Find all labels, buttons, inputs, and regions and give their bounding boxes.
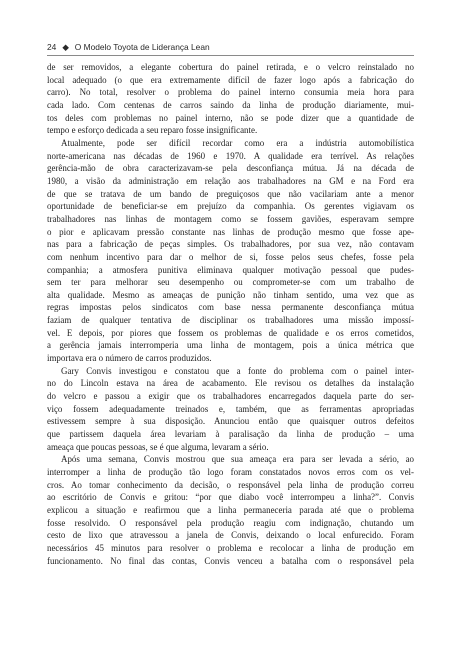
text-line: tempo e esforço dedicada a seu reparo fosse insignificante. bbox=[47, 125, 258, 136]
text-line: faziam de qualquer tentativa de disciplinar os trabalhadores uma missão impossí- bbox=[47, 315, 414, 326]
text-line: cada lado. Com centenas de carros saindo da linha de produção diariamente, mui- bbox=[47, 99, 414, 110]
book-title: O Modelo Toyota de Liderança Lean bbox=[74, 42, 210, 52]
text-line: companhia; a atmosfera punitiva eliminava qualquer motivação pessoal que pudes- bbox=[47, 264, 414, 275]
text-line: de ser removidos, a elegante cobertura do painel retirada, e o velcro reinstalado no bbox=[47, 62, 414, 72]
text-line: tos deles com problemas no painel interno, não se pode dizer que a quantidade de bbox=[47, 112, 414, 123]
diamond-separator-icon: ◆ bbox=[62, 42, 69, 52]
header-rule bbox=[47, 55, 414, 56]
text-line: trabalhadores nas linhas de montagem como se fossem gaviões, esperavam sempre bbox=[47, 213, 414, 224]
text-line: ao escritório de Convis e gritou: “por que diabo você interrompeu a linha?”. Convis bbox=[47, 492, 414, 503]
text-line: que partissem daquela área levariam à paralisação da linha de produção – uma bbox=[47, 429, 414, 440]
text-line: Após uma semana, Convis mostrou que sua ameaça era para ser levada a sério, ao bbox=[61, 454, 414, 465]
text-line: Atualmente, pode ser difícil recordar como era a indústria automobilística bbox=[61, 137, 414, 148]
text-line: no do Lincoln estava na área de acabamento. Ele revisou os detalhes da instalação bbox=[47, 378, 414, 389]
text-line: sem ter para melhorar seu desempenho ou comprometer-se com um trabalho de bbox=[47, 277, 414, 288]
text-line: de que se tratava de um bando de preguiçosos que não vacilariam ante a menor bbox=[47, 188, 414, 199]
text-line: nas para a fabricação de peças simples. Os trabalhadores, por sua vez, não contavam bbox=[47, 239, 414, 250]
text-line: estivessem sempre à sua disposição. Anunciou então que quaisquer outros defeitos bbox=[47, 416, 414, 427]
text-line: alta qualidade. Mesmo as ameaças de punição não tinham sentido, uma vez que as bbox=[47, 289, 414, 300]
text-line: funcionamento. No final das contas, Convis venceu a batalha com o responsável pela bbox=[47, 555, 414, 566]
text-line: 1980, a visão da administração em relação aos trabalhadores na GM e na Ford era bbox=[47, 175, 414, 186]
text-line: Gary Convis investigou e constatou que a fonte do problema com o painel inter- bbox=[61, 365, 414, 376]
body-text bbox=[47, 61, 414, 567]
text-line: importava era o número de carros produzidos. bbox=[47, 353, 212, 364]
text-line: regras impostas pelos sindicatos com base nessa permanente desconfiança mútua bbox=[47, 302, 414, 313]
text-line: gerência-mão de obra caracterizavam-se pela desconfiança mútua. Já na década de bbox=[47, 163, 414, 174]
text-line: do velcro e passou a exigir que os trabalhadores encarregados daquela parte do ser- bbox=[47, 391, 414, 402]
text-line: fosse resolvido. O responsável pela produção reagiu com indignação, chutando um bbox=[47, 517, 414, 528]
text-line: oportunidade de beneficiar-se em prejuízo da companhia. Os gerentes vigiavam os bbox=[47, 201, 414, 212]
page-number: 24 bbox=[47, 42, 57, 52]
running-head bbox=[47, 41, 427, 53]
text-line: cesto de lixo que atravessou a janela de Convis, deixando o local enfurecido. Foram bbox=[47, 530, 414, 541]
text-line: carro). No total, resolver o problema do painel interno consumia meia hora para bbox=[47, 87, 414, 98]
text-line: explicou a situação e reafirmou que a linha permaneceria parada até que o problema bbox=[47, 504, 414, 515]
text-line: com nenhum incentivo para dar o melhor de si, fosse pelos seus chefes, fosse pela bbox=[47, 251, 414, 262]
text-line: interromper a linha de produção tão logo foram constatados novos erros com os vel- bbox=[47, 467, 414, 477]
text-line: ameaça que poucas pessoas, se é que alguma, levaram a sério. bbox=[47, 441, 269, 452]
text-line: o pior e aplicavam pressão constante nas linhas de produção mesmo que fosse ape- bbox=[47, 226, 414, 237]
text-line: viço fossem adequadamente treinados e, também, que as ferramentas apropriadas bbox=[47, 403, 414, 414]
text-line: local adequado (o que era extremamente difícil de fazer logo após a fabricação do bbox=[47, 74, 414, 85]
text-line: norte-americana nas décadas de 1960 e 1970. A qualidade era terrível. As relações bbox=[47, 150, 414, 161]
text-line: necessários 45 minutos para resolver o problema e recolocar a linha de produção em bbox=[47, 542, 414, 553]
text-line: a gerência jamais interromperia uma linha de montagem, pois a única métrica que bbox=[47, 340, 414, 351]
text-line: cros. Ao tomar conhecimento da decisão, o responsável pela linha de produção correu bbox=[47, 479, 414, 490]
text-line: vel. E depois, por piores que fossem os problemas de qualidade e os erros cometidos, bbox=[47, 327, 414, 338]
